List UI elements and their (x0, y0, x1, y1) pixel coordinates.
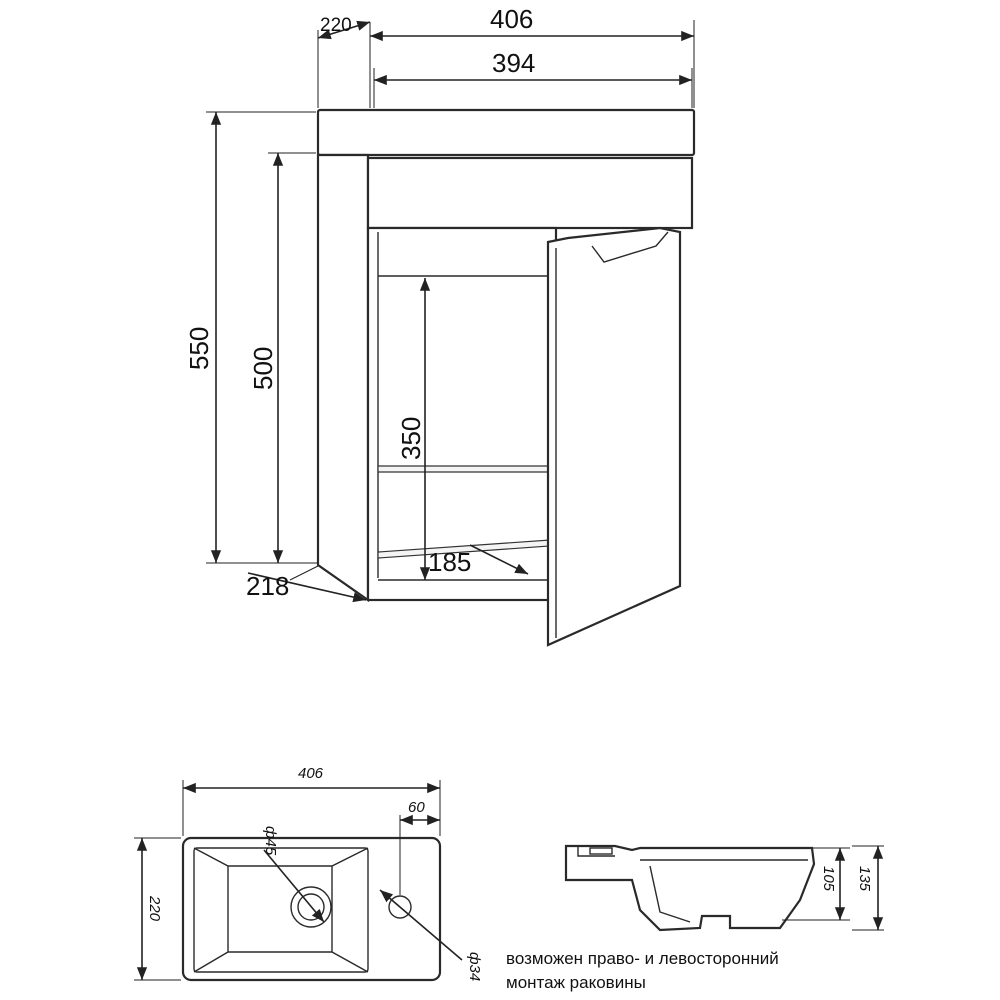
cabinet-side (318, 155, 368, 600)
basin-dim-tap-hole: ф34 (466, 952, 483, 982)
mounting-note-line2: монтаж раковины (506, 973, 646, 992)
basin-side-view (566, 846, 884, 930)
cabinet-top-rail (368, 158, 692, 228)
dim-height-body: 500 (248, 346, 278, 390)
dim-width-outer: 406 (490, 4, 534, 34)
basin-dim-tap-offset: 60 (408, 799, 425, 816)
cabinet-door (548, 228, 680, 645)
basin-dim-outer-height: 135 (856, 866, 873, 892)
dim-height-total: 550 (184, 326, 214, 370)
basin-profile (566, 846, 814, 930)
basin-dim-drain: ф45 (262, 826, 279, 856)
basin-dim-depth: 220 (146, 896, 163, 922)
basin-slab (318, 110, 694, 155)
dim-width-inner: 394 (492, 48, 536, 78)
dim-top-depth: 220 (320, 15, 352, 36)
dim-shelf-depth: 185 (428, 547, 472, 577)
cabinet-view (184, 4, 694, 645)
dim-height-inner: 350 (396, 416, 426, 460)
basin-dim-inner-height: 105 (820, 866, 837, 892)
shelf-upper (378, 466, 550, 472)
basin-dim-width: 406 (298, 765, 324, 782)
mounting-note-line1: возможен право- и левосторонний (506, 949, 779, 968)
basin-top-view (134, 765, 483, 981)
dim-bottom-depth: 218 (246, 571, 290, 601)
